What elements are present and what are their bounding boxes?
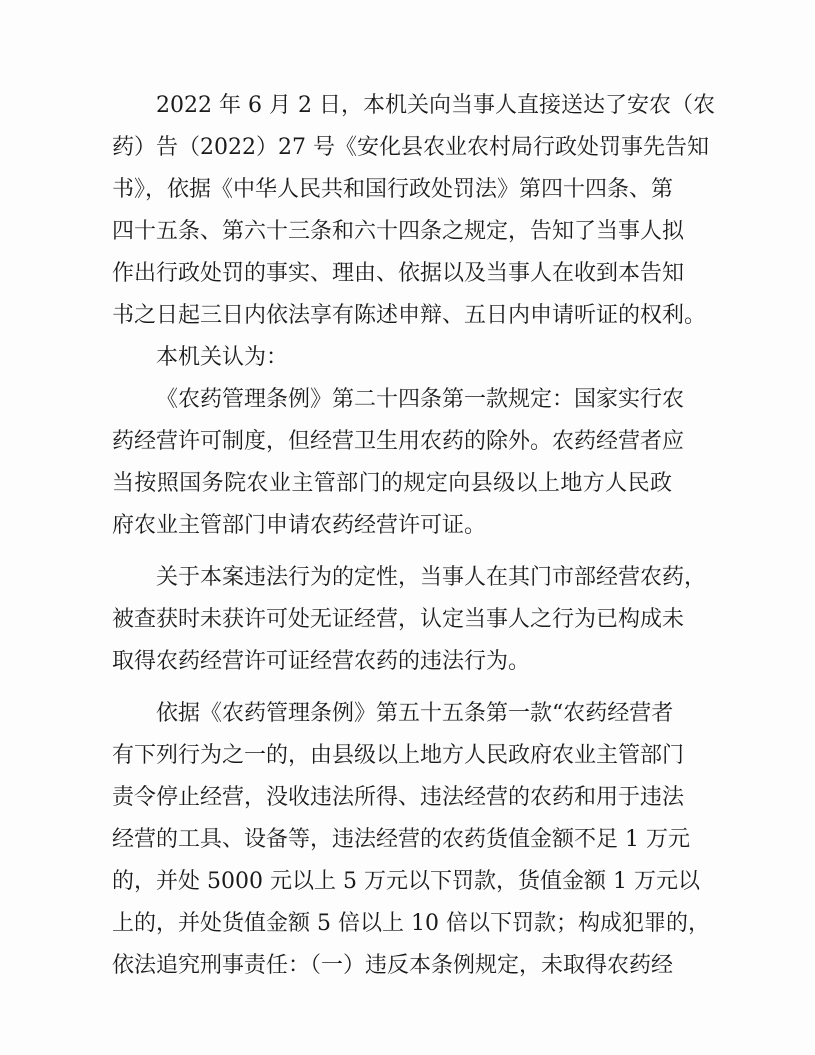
paragraph-gap xyxy=(112,683,672,693)
text-line: 府农业主管部门申请农药经营许可证。 xyxy=(112,513,487,538)
text-line: 药）告（2022）27 号《安化县农业农村局行政处罚事先告知 xyxy=(112,135,709,160)
paragraph-regulation-article-55 xyxy=(112,693,710,987)
document-body xyxy=(112,85,715,987)
paragraph-agency-opinion xyxy=(112,337,672,379)
paragraph-gap xyxy=(112,547,672,557)
text-line: 被查获时未获许可处无证经营，认定当事人之行为已构成未 xyxy=(112,607,685,632)
text-line: 上的，并处货值金额 5 倍以上 10 倍以下罚款；构成犯罪的， xyxy=(112,911,710,936)
text-line: 有下列行为之一的，由县级以上地方人民政府农业主管部门 xyxy=(112,743,685,768)
text-line: 书》，依据《中华人民共和国行政处罚法》第四十四条、第 xyxy=(112,177,674,202)
text-line: 四十五条、第六十三条和六十四条之规定，告知了当事人拟 xyxy=(112,219,685,244)
text-line: 2022 年 6 月 2 日，本机关向当事人直接送达了安农（农 xyxy=(156,93,715,118)
text-line: 依据《农药管理条例》第五十五条第一款“农药经营者 xyxy=(156,701,674,726)
paragraph-regulation-article-24 xyxy=(112,379,685,547)
text-line: 书之日起三日内依法享有陈述申辩、五日内申请听证的权利。 xyxy=(112,303,707,328)
text-line: 依法追究刑事责任：（一）违反本条例规定，未取得农药经 xyxy=(112,953,674,978)
text-line: 药经营许可制度，但经营卫生用农药的除外。农药经营者应 xyxy=(112,429,685,454)
text-line: 责令停止经营，没收违法所得、违法经营的农药和用于违法 xyxy=(112,785,685,810)
text-line: 《农药管理条例》第二十四条第一款规定：国家实行农 xyxy=(156,387,685,412)
text-line: 经营的工具、设备等，违法经营的农药货值金额不足 1 万元 xyxy=(112,827,690,852)
text-line: 当按照国务院农业主管部门的规定向县级以上地方人民政 xyxy=(112,471,672,496)
text-line: 作出行政处罚的事实、理由、依据以及当事人在收到本告知 xyxy=(112,261,685,286)
text-line: 关于本案违法行为的定性，当事人在其门市部经营农药， xyxy=(156,565,707,590)
text-line: 的，并处 5000 元以上 5 万元以下罚款，货值金额 1 万元以 xyxy=(112,869,700,894)
paragraph-violation-characterization xyxy=(112,557,707,683)
text-line: 取得农药经营许可证经营农药的违法行为。 xyxy=(112,649,531,674)
paragraph-service-notice xyxy=(112,85,715,337)
text-line: 本机关认为： xyxy=(156,345,289,370)
